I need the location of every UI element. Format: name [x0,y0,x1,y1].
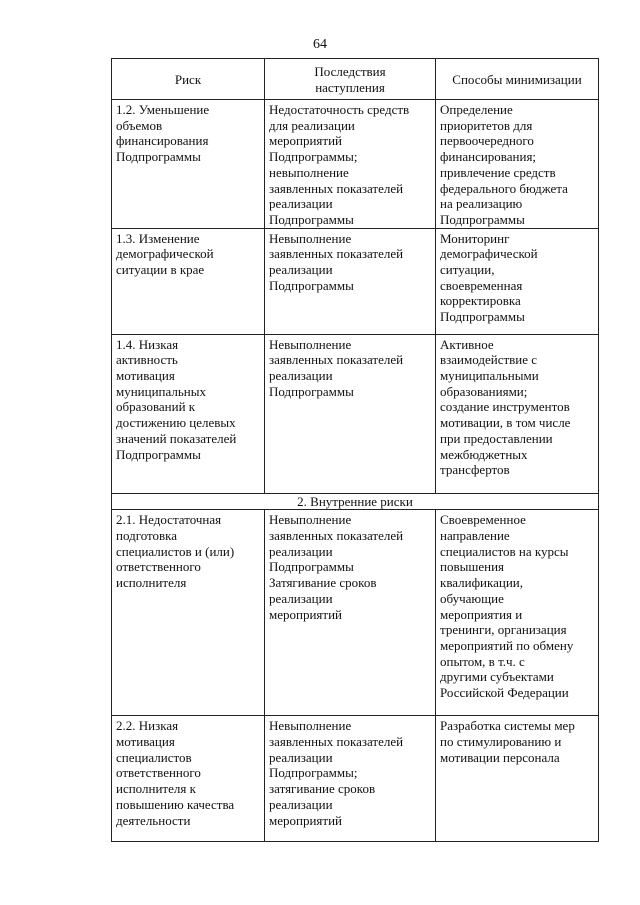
risk-cell: 1.4. Низкая активность мотивация муниципальных образований к достижению целевых значений показателей Подпрограммы [112,334,265,493]
consequences-cell: Невыполнение заявленных показателей реализации Подпрограммы Затягивание сроков реализации мероприятий [265,510,436,716]
risk-cell: 1.2. Уменьшение объемов финансирования Подпрограммы [112,100,265,229]
page-number: 64 [313,37,327,52]
section-title: 2. Внутренние риски [112,493,599,510]
header-mitigation: Способы минимизации [436,59,599,100]
table-header [112,59,599,100]
mitigation-cell: Своевременное направление специалистов на курсы повышения квалификации, обучающие мероприятия и тренинги, организация мероприятий по обмену опытом, в т.ч. с другими субъектами Российской Федерации [436,510,599,716]
risk-cell: 2.2. Низкая мотивация специалистов ответственного исполнителя к повышению качества деятельности [112,716,265,842]
mitigation-cell: Активное взаимодействие с муниципальными образованиями; создание инструментов мотивации, в том числе при предоставлении межбюджетных трансфертов [436,334,599,493]
consequences-cell: Невыполнение заявленных показателей реализации Подпрограммы; затягивание сроков реализации мероприятий [265,716,436,842]
consequences-cell: Невыполнение заявленных показателей реализации Подпрограммы [265,228,436,334]
consequences-cell: Невыполнение заявленных показателей реализации Подпрограммы [265,334,436,493]
header-risk: Риск [112,59,265,100]
mitigation-cell: Разработка системы мер по стимулированию и мотивации персонала [436,716,599,842]
table-row [112,716,599,842]
header-consequences: Последствия наступления [265,59,436,100]
risk-cell: 1.3. Изменение демографической ситуации в крае [112,228,265,334]
header-row [112,59,599,100]
table-body [112,100,599,842]
table-row [112,334,599,493]
consequences-cell: Недостаточность средств для реализации мероприятий Подпрограммы; невыполнение заявленных показателей реализации Подпрограммы [265,100,436,229]
table-row [112,228,599,334]
table-row [112,510,599,716]
section-row [112,493,599,510]
mitigation-cell: Определение приоритетов для первоочередного финансирования; привлечение средств федерального бюджета на реализацию Подпрограммы [436,100,599,229]
risk-table [111,58,599,842]
mitigation-cell: Мониторинг демографической ситуации, своевременная корректировка Подпрограммы [436,228,599,334]
risk-cell: 2.1. Недостаточная подготовка специалистов и (или) ответственного исполнителя [112,510,265,716]
table-row [112,100,599,229]
